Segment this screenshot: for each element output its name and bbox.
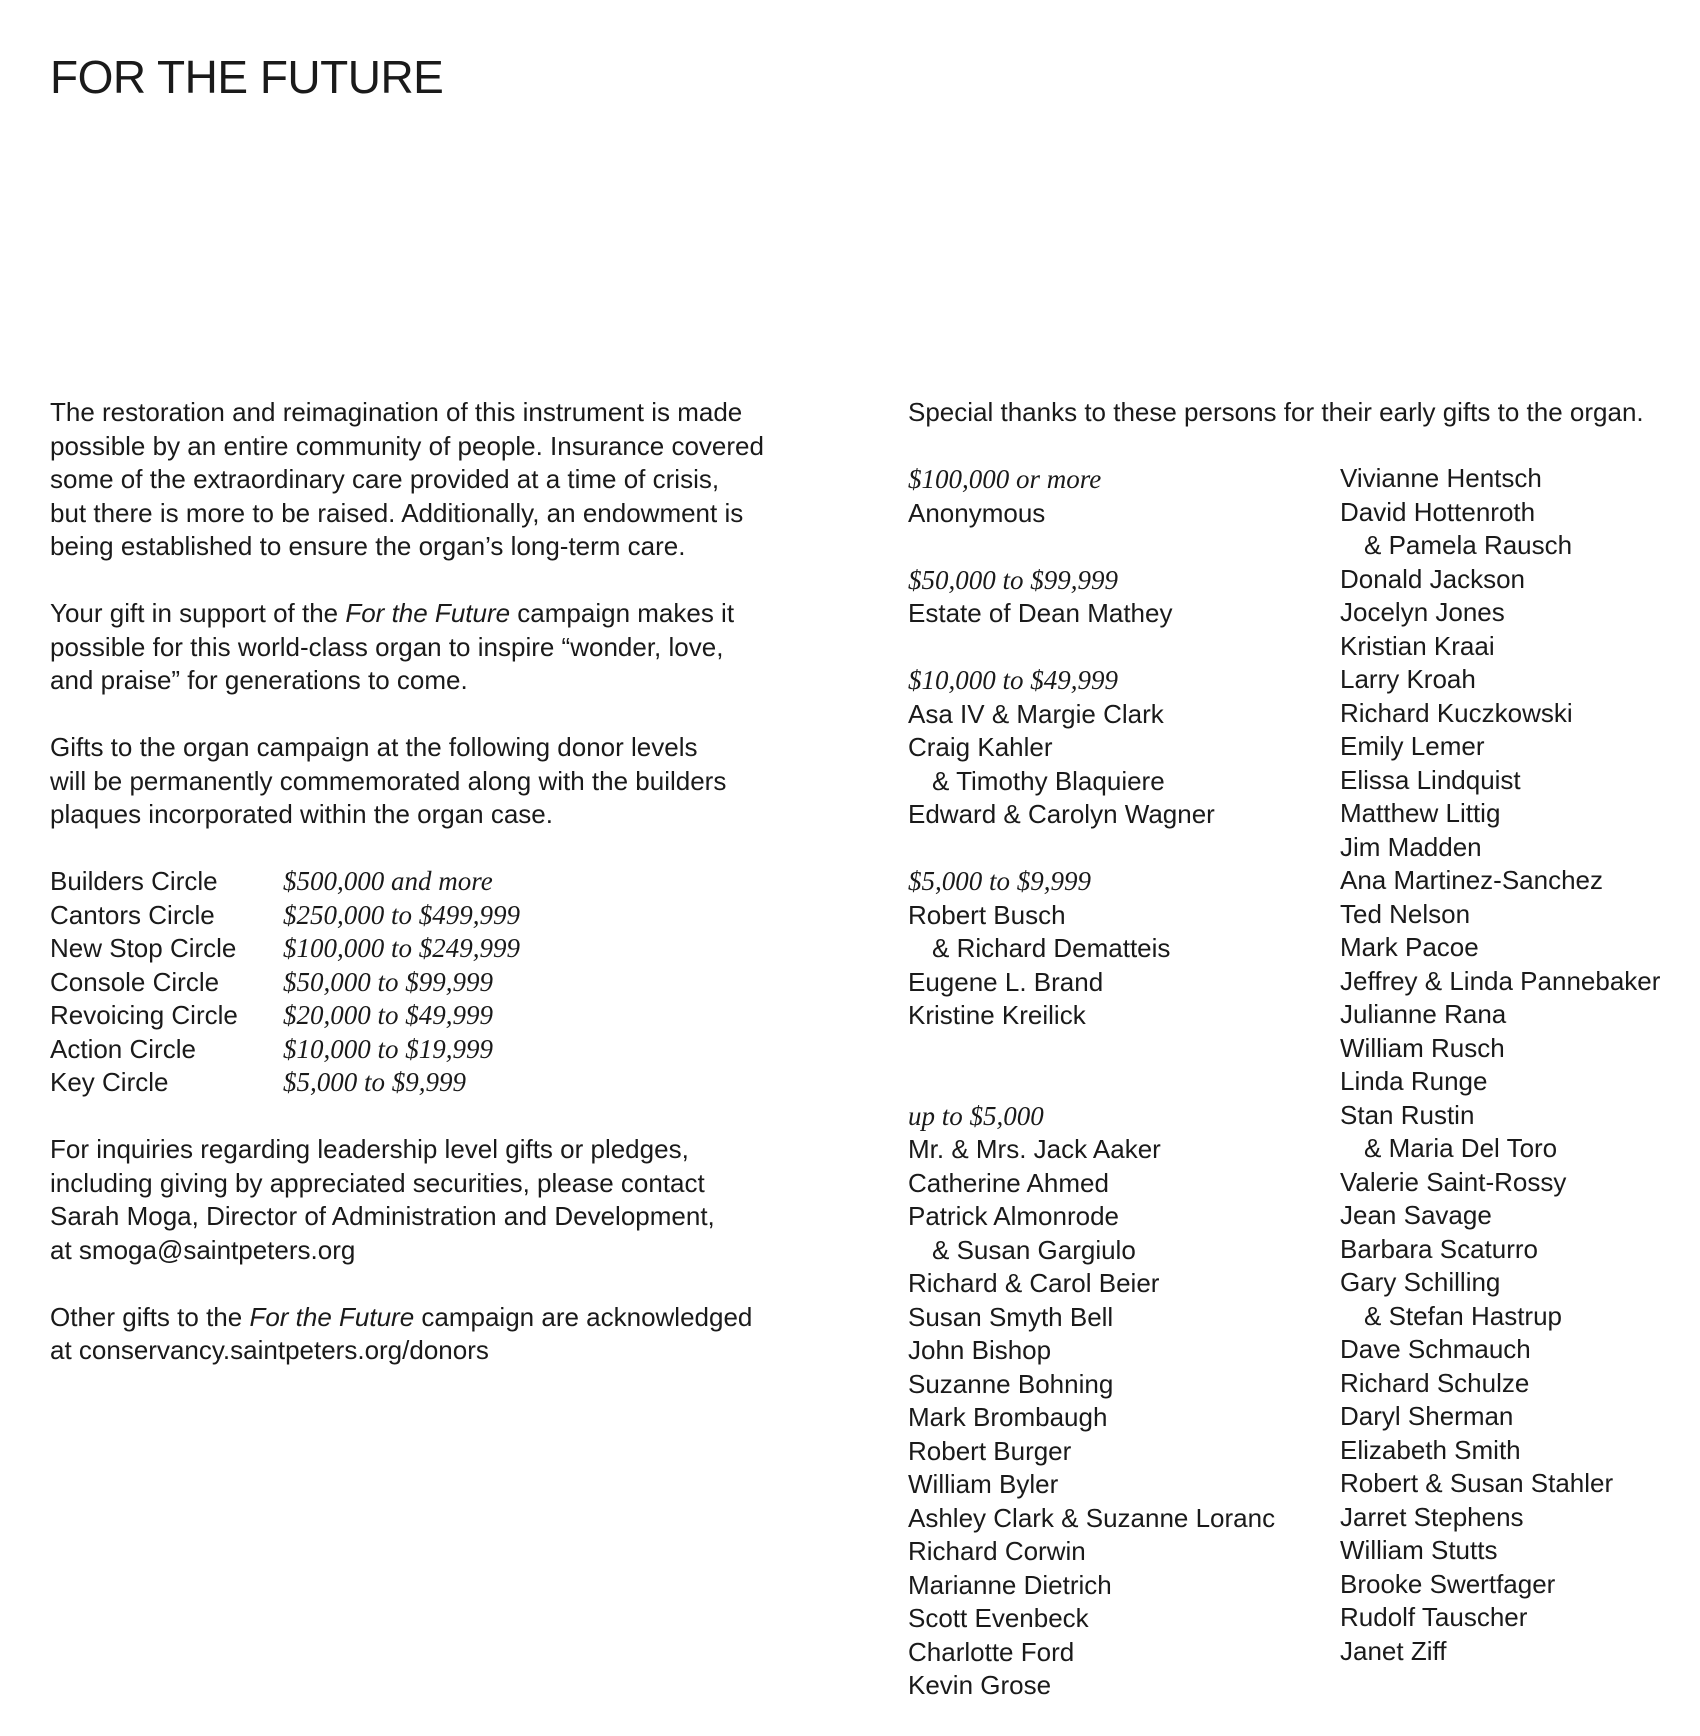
donor-name: William Rusch (1340, 1032, 1505, 1063)
donor-name: Kristian Kraai (1340, 630, 1495, 661)
donor-name: Estate of Dean Mathey (908, 598, 1173, 628)
text-line: some of the extraordinary care provided at a time of crisis, (50, 464, 720, 494)
donor-name: Ted Nelson (1340, 898, 1471, 929)
donor-name: Jarret Stephens (1340, 1501, 1524, 1532)
donor-name: & Stefan Hastrup (1364, 1300, 1562, 1331)
text-line: Gifts to the organ campaign at the following donor levels (50, 732, 698, 762)
gift-paragraph (50, 597, 830, 698)
donor-name: Gary Schilling (1340, 1267, 1501, 1297)
donor-name: Mr. & Mrs. Jack Aaker (908, 1134, 1161, 1164)
donor-level-row: Action Circle $10,000 to $19,999 (50, 1033, 494, 1064)
donor-tier-label: $50,000 to $99,999 (908, 564, 1119, 595)
donor-name: Stan Rustin (1340, 1099, 1475, 1130)
donor-name: Patrick Almonrode (908, 1201, 1119, 1231)
other-gifts-paragraph (50, 1301, 830, 1368)
donor-tier-label: up to $5,000 (908, 1100, 1044, 1131)
text-line: Sarah Moga, Director of Administration and Development, (50, 1201, 715, 1231)
donor-name: Julianne Rana (1340, 999, 1507, 1029)
donor-name: & Pamela Rausch (1364, 530, 1573, 560)
page-title: FOR THE FUTURE (50, 51, 444, 103)
donor-name: Kevin Grose (908, 1670, 1052, 1700)
donor-name: Elizabeth Smith (1340, 1434, 1521, 1465)
donor-name: Mark Brombaugh (908, 1402, 1108, 1432)
donor-name: Robert Burger (908, 1435, 1072, 1466)
text-line: including giving by appreciated securities, please contact (50, 1167, 705, 1198)
donor-name: Robert & Susan Stahler (1340, 1468, 1614, 1498)
donor-name: Elissa Lindquist (1340, 764, 1521, 795)
donor-name: Scott Evenbeck (908, 1603, 1089, 1633)
text-line: will be permanently commemorated along with the builders (50, 765, 727, 796)
text-line: plaques incorporated within the organ case. (50, 799, 553, 829)
donor-name: Brooke Swertfager (1340, 1568, 1556, 1599)
donor-level-row: New Stop Circle $100,000 to $249,999 (50, 933, 521, 963)
donor-name: Emily Lemer (1340, 731, 1485, 761)
donor-name: & Richard Dematteis (932, 933, 1171, 963)
donor-name: Asa IV & Margie Clark (908, 698, 1164, 729)
donor-name: Dave Schmauch (1340, 1334, 1531, 1364)
donor-name: John Bishop (908, 1335, 1052, 1365)
donor-name: Ashley Clark & Suzanne Loranc (908, 1502, 1276, 1533)
donor-name: Barbara Scaturro (1340, 1233, 1538, 1264)
donor-name: Jeffrey & Linda Pannebaker (1340, 965, 1661, 996)
donor-name: Daryl Sherman (1340, 1401, 1514, 1431)
intro-paragraph (50, 396, 830, 564)
donor-name: Richard & Carol Beier (908, 1268, 1160, 1298)
donor-tier-label: $100,000 or more (908, 464, 1102, 494)
donor-name: Kristine Kreilick (908, 1000, 1086, 1030)
campaign-description (50, 396, 830, 1401)
donor-name: Janet Ziff (1340, 1635, 1447, 1666)
donor-name: Donald Jackson (1340, 563, 1525, 594)
donor-name: Jim Madden (1340, 831, 1482, 862)
donor-name: Ana Martinez-Sanchez (1340, 865, 1604, 895)
donor-level-row: Cantors Circle $250,000 to $499,999 (50, 899, 521, 930)
donor-name: Rudolf Tauscher (1340, 1602, 1528, 1632)
text-line: Other gifts to the For the Future campaign are acknowledged (50, 1301, 753, 1332)
donor-list-right (1340, 462, 1660, 1668)
text-line: For inquiries regarding leadership level gifts or pledges, (50, 1134, 689, 1164)
text-line: at smoga@saintpeters.org (50, 1234, 356, 1265)
donor-name: Vivianne Hentsch (1340, 463, 1542, 493)
donor-name: Craig Kahler (908, 732, 1053, 762)
donor-name: Mark Pacoe (1340, 932, 1479, 962)
text-line: at conservancy.saintpeters.org/donors (50, 1335, 489, 1365)
text-line: but there is more to be raised. Additionally, an endowment is (50, 497, 744, 528)
donor-name: David Hottenroth (1340, 496, 1536, 527)
donor-name: Matthew Littig (1340, 798, 1501, 828)
levels-paragraph (50, 731, 830, 832)
donor-name: Larry Kroah (1340, 664, 1476, 694)
donor-level-row: Console Circle $50,000 to $99,999 (50, 966, 494, 997)
donor-name: Anonymous (908, 497, 1046, 528)
donor-tier-label: $5,000 to $9,999 (908, 866, 1092, 896)
donor-level-row: Key Circle $5,000 to $9,999 (50, 1067, 467, 1097)
donor-tier-label: $10,000 to $49,999 (908, 665, 1119, 695)
donor-level-row: Builders Circle $500,000 and more (50, 866, 493, 896)
donor-name: Jocelyn Jones (1340, 597, 1505, 627)
donor-name: Richard Kuczkowski (1340, 697, 1573, 728)
donor-name: & Timothy Blaquiere (932, 765, 1165, 796)
donor-name: Linda Runge (1340, 1066, 1488, 1096)
donor-name: Charlotte Ford (908, 1636, 1075, 1667)
donor-name: Susan Smyth Bell (908, 1301, 1114, 1332)
donor-name: William Stutts (1340, 1535, 1498, 1565)
text-line: and praise” for generations to come. (50, 665, 468, 695)
donor-level-row: Revoicing Circle $20,000 to $49,999 (50, 1000, 494, 1030)
text-line: Your gift in support of the For the Future campaign makes it (50, 598, 735, 628)
contact-paragraph (50, 1133, 830, 1267)
donor-name: Catherine Ahmed (908, 1167, 1109, 1198)
donor-name: Jean Savage (1340, 1200, 1492, 1230)
donor-name: Valerie Saint-Rossy (1340, 1166, 1567, 1197)
donor-name: Marianne Dietrich (908, 1569, 1112, 1600)
donor-name: Richard Corwin (908, 1536, 1086, 1566)
donor-name: & Maria Del Toro (1364, 1133, 1558, 1163)
donor-name: William Byler (908, 1469, 1059, 1499)
donor-name: Suzanne Bohning (908, 1368, 1114, 1399)
special-thanks-intro: Special thanks to these persons for their early gifts to the organ. (908, 397, 1644, 427)
donor-levels-table (50, 865, 830, 1100)
donor-name: Eugene L. Brand (908, 966, 1104, 997)
donor-name: Robert Busch (908, 899, 1066, 930)
donor-name: Edward & Carolyn Wagner (908, 799, 1215, 829)
text-line: possible by an entire community of people. Insurance covered (50, 430, 764, 461)
donor-name: & Susan Gargiulo (932, 1234, 1136, 1265)
text-line: The restoration and reimagination of this instrument is made (50, 397, 743, 427)
text-line: being established to ensure the organ’s long-term care. (50, 531, 686, 561)
text-line: possible for this world-class organ to inspire “wonder, love, (50, 631, 724, 662)
donor-name: Richard Schulze (1340, 1367, 1530, 1398)
